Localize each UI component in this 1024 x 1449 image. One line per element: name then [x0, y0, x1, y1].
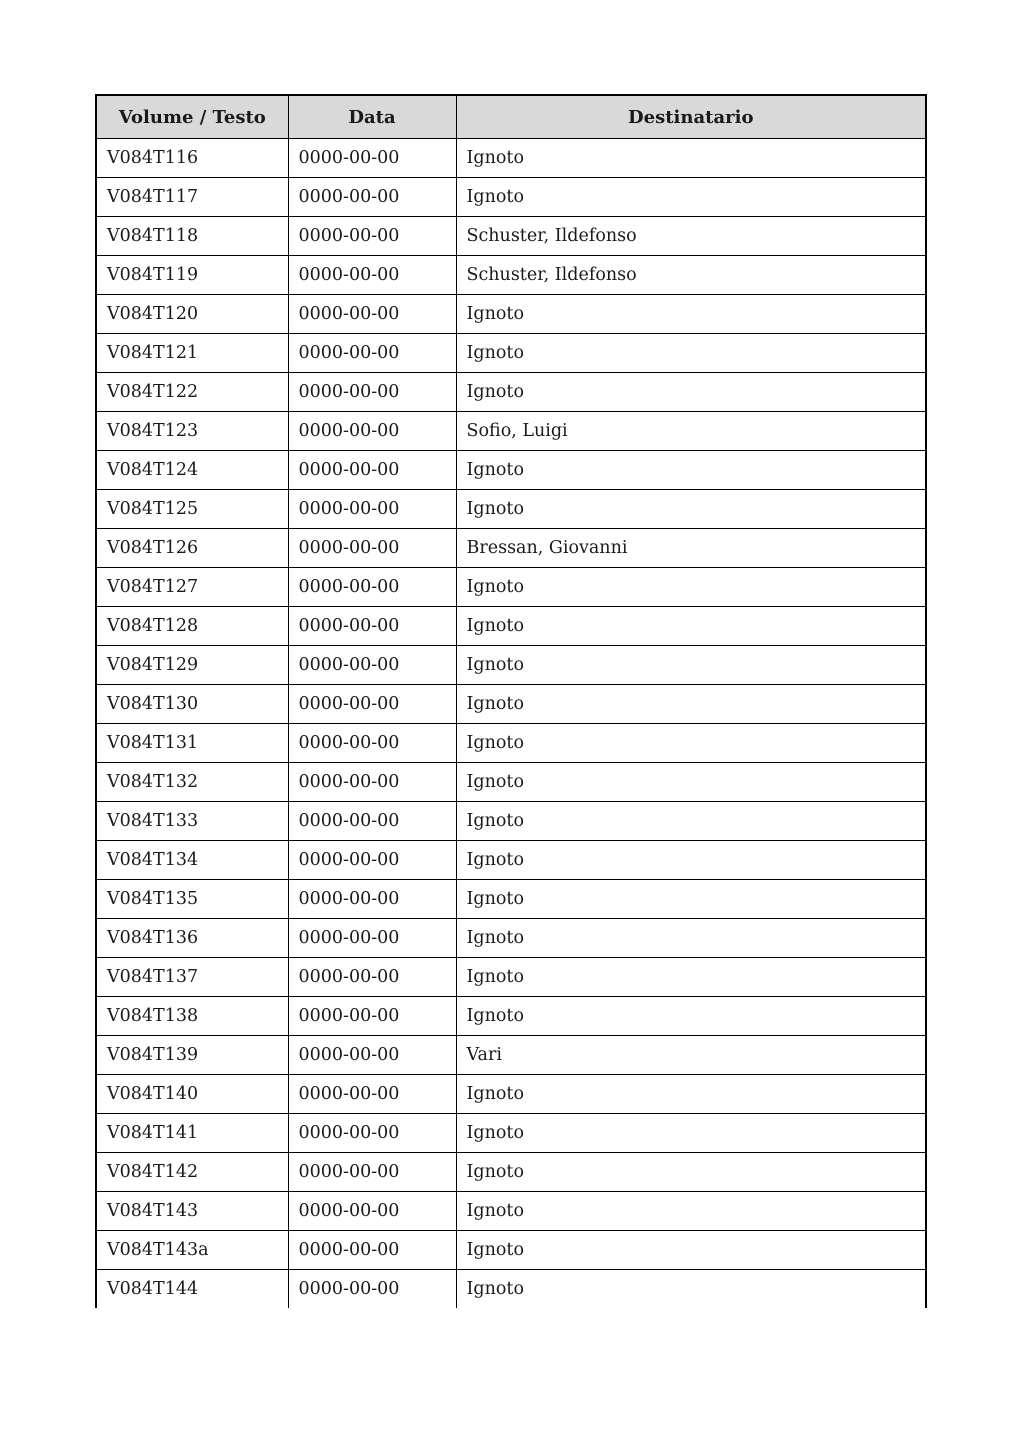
cell-destinatario: Schuster, Ildefonso — [456, 256, 926, 295]
cell-destinatario: Ignoto — [456, 1192, 926, 1231]
cell-destinatario: Ignoto — [456, 841, 926, 880]
cell-volume: V084T127 — [96, 568, 288, 607]
cell-volume: V084T119 — [96, 256, 288, 295]
cell-destinatario: Ignoto — [456, 646, 926, 685]
cell-destinatario: Ignoto — [456, 568, 926, 607]
cell-data: 0000-00-00 — [288, 256, 456, 295]
cell-data: 0000-00-00 — [288, 958, 456, 997]
table-row — [96, 1036, 926, 1075]
cell-data: 0000-00-00 — [288, 334, 456, 373]
cell-destinatario: Ignoto — [456, 958, 926, 997]
cell-volume: V084T132 — [96, 763, 288, 802]
cell-destinatario: Ignoto — [456, 1075, 926, 1114]
cell-data: 0000-00-00 — [288, 568, 456, 607]
column-header-destinatario: Destinatario — [456, 95, 926, 139]
cell-destinatario: Ignoto — [456, 997, 926, 1036]
cell-destinatario: Sofio, Luigi — [456, 412, 926, 451]
cell-volume: V084T143 — [96, 1192, 288, 1231]
table-row — [96, 1075, 926, 1114]
cell-data: 0000-00-00 — [288, 295, 456, 334]
volumes-table — [95, 94, 927, 1308]
cell-destinatario: Vari — [456, 1036, 926, 1075]
cell-volume: V084T137 — [96, 958, 288, 997]
cell-volume: V084T143a — [96, 1231, 288, 1270]
cell-volume: V084T139 — [96, 1036, 288, 1075]
cell-data: 0000-00-00 — [288, 451, 456, 490]
cell-destinatario: Ignoto — [456, 802, 926, 841]
table-header-row — [96, 95, 926, 139]
cell-data: 0000-00-00 — [288, 139, 456, 178]
table-row — [96, 490, 926, 529]
table-row — [96, 841, 926, 880]
table-body — [96, 139, 926, 1309]
cell-volume: V084T124 — [96, 451, 288, 490]
cell-volume: V084T120 — [96, 295, 288, 334]
cell-data: 0000-00-00 — [288, 1036, 456, 1075]
cell-data: 0000-00-00 — [288, 1075, 456, 1114]
cell-destinatario: Ignoto — [456, 1231, 926, 1270]
cell-volume: V084T142 — [96, 1153, 288, 1192]
cell-destinatario: Ignoto — [456, 334, 926, 373]
cell-destinatario: Ignoto — [456, 607, 926, 646]
table-row — [96, 373, 926, 412]
cell-volume: V084T144 — [96, 1270, 288, 1309]
cell-volume: V084T129 — [96, 646, 288, 685]
cell-data: 0000-00-00 — [288, 919, 456, 958]
table-row — [96, 997, 926, 1036]
cell-destinatario: Ignoto — [456, 295, 926, 334]
cell-data: 0000-00-00 — [288, 412, 456, 451]
cell-data: 0000-00-00 — [288, 763, 456, 802]
table-row — [96, 685, 926, 724]
cell-volume: V084T118 — [96, 217, 288, 256]
cell-data: 0000-00-00 — [288, 997, 456, 1036]
cell-volume: V084T136 — [96, 919, 288, 958]
cell-destinatario: Ignoto — [456, 178, 926, 217]
cell-volume: V084T134 — [96, 841, 288, 880]
table-row — [96, 139, 926, 178]
table-row — [96, 1114, 926, 1153]
cell-destinatario: Ignoto — [456, 880, 926, 919]
cell-volume: V084T117 — [96, 178, 288, 217]
cell-destinatario: Bressan, Giovanni — [456, 529, 926, 568]
table-row — [96, 568, 926, 607]
cell-destinatario: Ignoto — [456, 1270, 926, 1309]
cell-data: 0000-00-00 — [288, 1114, 456, 1153]
cell-destinatario: Ignoto — [456, 724, 926, 763]
table-row — [96, 646, 926, 685]
cell-destinatario: Schuster, Ildefonso — [456, 217, 926, 256]
table-row — [96, 529, 926, 568]
cell-destinatario: Ignoto — [456, 1114, 926, 1153]
table-row — [96, 958, 926, 997]
cell-volume: V084T138 — [96, 997, 288, 1036]
cell-data: 0000-00-00 — [288, 1192, 456, 1231]
cell-destinatario: Ignoto — [456, 490, 926, 529]
table-row — [96, 256, 926, 295]
cell-destinatario: Ignoto — [456, 139, 926, 178]
cell-volume: V084T133 — [96, 802, 288, 841]
table-row — [96, 1192, 926, 1231]
table-row — [96, 1231, 926, 1270]
table-row — [96, 607, 926, 646]
cell-data: 0000-00-00 — [288, 1270, 456, 1309]
cell-data: 0000-00-00 — [288, 841, 456, 880]
cell-destinatario: Ignoto — [456, 763, 926, 802]
cell-destinatario: Ignoto — [456, 919, 926, 958]
table-row — [96, 1270, 926, 1309]
cell-volume: V084T122 — [96, 373, 288, 412]
cell-data: 0000-00-00 — [288, 880, 456, 919]
cell-data: 0000-00-00 — [288, 217, 456, 256]
table-row — [96, 880, 926, 919]
table-row — [96, 1153, 926, 1192]
cell-volume: V084T123 — [96, 412, 288, 451]
cell-destinatario: Ignoto — [456, 1153, 926, 1192]
cell-volume: V084T121 — [96, 334, 288, 373]
cell-data: 0000-00-00 — [288, 1231, 456, 1270]
cell-data: 0000-00-00 — [288, 490, 456, 529]
cell-volume: V084T140 — [96, 1075, 288, 1114]
cell-volume: V084T131 — [96, 724, 288, 763]
table-row — [96, 412, 926, 451]
cell-volume: V084T128 — [96, 607, 288, 646]
cell-destinatario: Ignoto — [456, 685, 926, 724]
cell-data: 0000-00-00 — [288, 1153, 456, 1192]
cell-volume: V084T126 — [96, 529, 288, 568]
table-row — [96, 451, 926, 490]
table-row — [96, 724, 926, 763]
cell-destinatario: Ignoto — [456, 373, 926, 412]
cell-volume: V084T130 — [96, 685, 288, 724]
cell-data: 0000-00-00 — [288, 685, 456, 724]
cell-volume: V084T125 — [96, 490, 288, 529]
table-row — [96, 802, 926, 841]
cell-destinatario: Ignoto — [456, 451, 926, 490]
table-row — [96, 295, 926, 334]
cell-data: 0000-00-00 — [288, 607, 456, 646]
cell-volume: V084T135 — [96, 880, 288, 919]
table-row — [96, 763, 926, 802]
table-row — [96, 217, 926, 256]
cell-data: 0000-00-00 — [288, 178, 456, 217]
column-header-data: Data — [288, 95, 456, 139]
cell-volume: V084T116 — [96, 139, 288, 178]
cell-data: 0000-00-00 — [288, 802, 456, 841]
cell-data: 0000-00-00 — [288, 373, 456, 412]
cell-data: 0000-00-00 — [288, 529, 456, 568]
table-row — [96, 178, 926, 217]
cell-data: 0000-00-00 — [288, 646, 456, 685]
table-row — [96, 919, 926, 958]
table-row — [96, 334, 926, 373]
column-header-volume-testo: Volume / Testo — [96, 95, 288, 139]
cell-volume: V084T141 — [96, 1114, 288, 1153]
cell-data: 0000-00-00 — [288, 724, 456, 763]
